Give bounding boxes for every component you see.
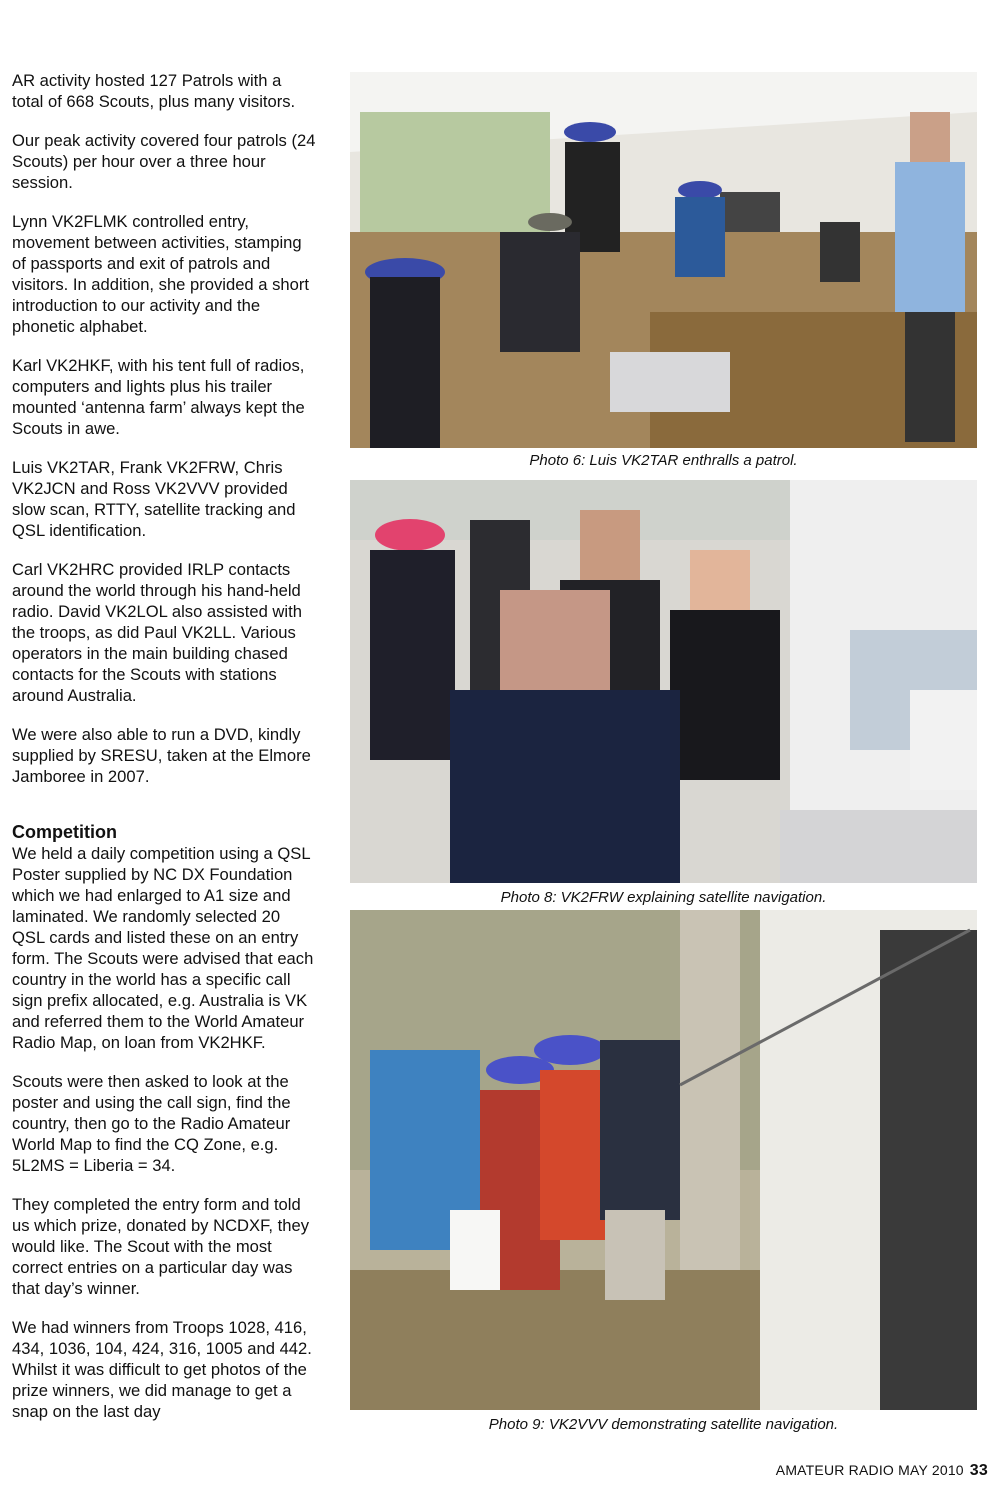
photo-9-caption: Photo 9: VK2VVV demonstrating satellite navigation. xyxy=(488,1416,839,1433)
photo-6-caption: Photo 6: Luis VK2TAR enthralls a patrol. xyxy=(529,452,798,469)
paragraph: We had winners from Troops 1028, 416, 434, 1036, 104, 424, 316, 1005 and 442. Whilst it was difficult to get photos of the prize winners, we did manage to get a snap on the last day xyxy=(12,1318,312,1421)
paragraph: AR activity hosted 127 Patrols with a total of 668 Scouts, plus many visitors. xyxy=(12,71,296,111)
paragraph: Karl VK2HKF, with his tent full of radios, computers and lights plus his trailer mounted ‘antenna farm’ always kept the Scouts in awe. xyxy=(12,356,305,438)
photo-8-caption: Photo 8: VK2FRW explaining satellite navigation. xyxy=(500,889,827,906)
paragraph: Scouts were then asked to look at the poster and using the call sign, find the country, then go to the Radio Amateur World Map to find the CQ Zone, e.g. 5L2MS = Liberia = 34. xyxy=(12,1072,291,1175)
paragraph: Carl VK2HRC provided IRLP contacts around the world through his hand-held radio. David VK2LOL also assisted with the troops, as did Paul VK2LL. Various operators in the main building chased contacts for the Scouts with stations around Australia. xyxy=(12,560,302,705)
photo-9 xyxy=(350,910,977,1410)
paragraph: Lynn VK2FLMK controlled entry, movement between activities, stamping of passports and exit of patrols and visitors. In addition, she provided a short introduction to our activity and the phonetic alphabet. xyxy=(12,212,310,336)
page-footer xyxy=(776,1462,988,1480)
page-number: 33 xyxy=(969,1462,988,1479)
magazine-name: AMATEUR RADIO MAY 2010 xyxy=(775,1462,964,1478)
paragraph: Luis VK2TAR, Frank VK2FRW, Chris VK2JCN and Ross VK2VVV provided slow scan, RTTY, satellite tracking and QSL identification. xyxy=(12,458,296,540)
photo-6 xyxy=(350,72,977,448)
paragraph: We held a daily competition using a QSL Poster supplied by NC DX Foundation which we had enlarged to A1 size and laminated. We randomly selected 20 QSL cards and listed these on an entry form. The Scouts were advised that each country in the world has a specific call sign prefix allocated, e.g. Australia is VK and referred them to the World Amateur Radio Map, on loan from VK2HKF. xyxy=(12,844,314,1052)
article-text-column xyxy=(12,70,317,1440)
paragraph: They completed the entry form and told us which prize, donated by NCDXF, they would like. The Scout with the most correct entries on a particular day was that day’s winner. xyxy=(12,1195,309,1298)
section-heading: Competition xyxy=(12,822,117,842)
paragraph: We were also able to run a DVD, kindly supplied by SRESU, taken at the Elmore Jamboree in 2007. xyxy=(12,725,311,786)
paragraph: Our peak activity covered four patrols (24 Scouts) per hour over a three hour session. xyxy=(12,131,316,192)
photo-8 xyxy=(350,480,977,883)
